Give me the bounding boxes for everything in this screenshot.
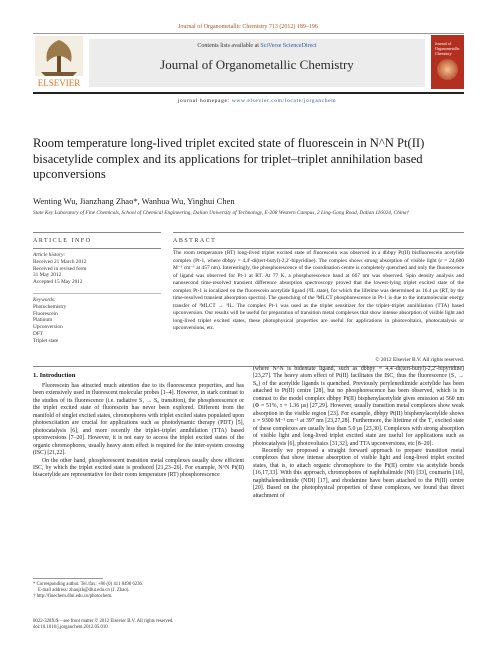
divider: [173, 232, 464, 233]
journal-cover: [431, 35, 464, 89]
masthead-center: [89, 39, 425, 87]
masthead: [33, 33, 464, 94]
keyword: Photochemistry: [33, 303, 67, 310]
divider: [33, 293, 161, 294]
keyword: Fluorescein: [33, 310, 58, 317]
sciencedirect-link[interactable]: SciVerse ScienceDirect: [260, 43, 317, 49]
paragraph: (where N^N is bidentate ligand, such as dbbpy = 4,4′-di(tert-butyl)-2,2′-bipyridine) [23,27]. The heavy atom effect of Pt(II) facilitates the ISC, thus the fluorescence (S₁ → S₀) of the acetylide ligands is quenched. Previously perylenediimide acetylide has been attached to Pt(II) centre [28], but no phosphorescence has been observed, which is in contrast to the model complex dbbpy Pt(II) bisphenylacetylide gives emission at 560 nm (Φ = 51%, τ = 1.36 μs) [27,29]. However, usually transition metal complexes show weak absorption in the visible region [23]. For example, dbbpy Pt(II) bisphenylacetylide shows ε = 9300 M⁻¹ cm⁻¹ at 397 nm [23,27,28]. Furthermore, the lifetime of the T₁ excited state of these complexes are usually less than 5.0 μs [23,30]. Complexes with strong absorption of visible light and long-lived triplet excited state are useful for applications such as photocatalysis [6], photovoltaics [31,32], and TTA upconversions, etc [8–20].: [253, 366, 464, 447]
author-list: Wenting Wu, Jianzhang Zhao*, Wanhua Wu, Yinghui Chen: [33, 196, 235, 206]
history-item: Received 21 March 2012: [33, 258, 87, 265]
divider: [33, 232, 161, 233]
page-footer: [33, 619, 174, 631]
left-column: [33, 383, 244, 480]
issn-line: 0022-328X/$ – see front matter © 2012 Elsevier B.V. All rights reserved.: [33, 619, 174, 624]
cover-image: [437, 59, 458, 80]
section-heading: 1. Introduction: [33, 372, 76, 379]
paragraph: Recently we proposed a straight forward approach to prepare transition metal complexes that show intense absorption of visible light and long-lived triplet excited states, that is, to attach organic chromophore to the Pt(II) centre via acetylide bonds [16,17,33]. With this approach, chromophores of naphthalimide (NI) [33], coumarin [16], naphthalenediimide (NDI) [17], and rhodamine have been attached to the Pt(II) centre [20]. Based on the photophysical properties of these complexes, we found that direct attachment of: [253, 447, 464, 499]
paragraph: On the other hand, phosphorescent transition metal complexes usually show efficient ISC, by which the triplet excited state is produced [21,23–26]. For example, N^N Pt(II) bisacetylide are representative for their room temperature (RT) phosphorescence: [33, 457, 244, 479]
copyright: © 2012 Elsevier B.V. All rights reserved.: [375, 357, 464, 363]
footnote-divider: [33, 578, 103, 579]
corresponding-author-note: * Corresponding author. Tel./fax: +86 (0) 411 8498 6236.: [33, 582, 144, 587]
footnotes: [33, 582, 244, 600]
history-item: Accepted 15 May 2012: [33, 279, 83, 286]
homepage-prefix: journal homepage:: [177, 98, 230, 104]
contents-line: [89, 43, 425, 49]
homepage-line: [89, 98, 425, 104]
affiliation: State Key Laboratory of Fine Chemicals, School of Chemical Engineering, Dalian University of Technology, E-208 Western Campus, 2 Ling-Gong Road, Dalian 116024, China†: [33, 210, 410, 216]
article-title: Room temperature long-lived triplet excited state of fluorescein in N^N Pt(II) bisacetylide complex and its applications for triplet–triplet annihilation based upconversions: [33, 136, 425, 181]
cover-title: Journal of Organometallic Chemistry: [435, 41, 460, 56]
url-note[interactable]: † http://finechem.dlut.edu.cn/photochem.: [33, 594, 113, 599]
history-label: Article history:: [33, 252, 66, 258]
divider: [173, 248, 464, 249]
email-note[interactable]: E-mail address: zhaojzh@dlut.edu.cn (J. Zhao).: [38, 588, 130, 593]
journal-title: Journal of Organometallic Chemistry: [160, 57, 354, 72]
article-history: [33, 252, 161, 286]
keyword: DFT: [33, 330, 44, 337]
journal-citation[interactable]: Journal of Organometallic Chemistry 713 (2012) 189–196: [178, 24, 318, 30]
history-item: 31 May 2012: [33, 272, 62, 279]
right-column: [253, 366, 464, 500]
keyword: Upconversion: [33, 324, 63, 331]
elsevier-logo: [33, 34, 85, 90]
keywords: [33, 297, 161, 345]
keywords-label: Keywords:: [33, 297, 56, 303]
abstract-text: The room temperature (RT) long-lived triplet excited state of fluorescein was observed in a dbbpy Pt(II) bisfluorescein acetylide complex (Pt-1, where dbbpy = 4,4′-di(tert-butyl)-2,2′-bipyridine). The complex shows strong absorption of visible light (ε = 24,600 M⁻¹ cm⁻¹ at 457 nm). Interestingly, the phosphorescence of the coordination centre is completely quenched and only the fluorescence of ligand was observed for Pt-1 at RT. At 77 K, a phosphorescence band at 667 nm was observed. Spin density analysis and nanosecond time-resolved transient difference absorption spectroscopy proved that the lowest-lying triplet excited state of the complex Pt-1 is localized on the fluorescein acetylide ligand (³IL state), for which the lifetime was determined as 16.4 μs (RT, by the time-resolved transient absorption spectra). The quenching of the ³MLCT phosphorescence in Pt-1 is due to the intramolecular energy transfer of ³MLCT → ³IL. The complex Pt-1 was used as the triplet sensitizer for the triplet–triplet annihilation (TTA) based upconversion. Our results will be useful for preparation of transition metal complexes that show intense absorption of visible light and long-lived triplet excited states, these photophysical properties are useful for applications in photovoltaics, photocatalysis or upconversions, etc.: [173, 250, 464, 331]
divider: [33, 248, 161, 249]
article-info-heading: ARTICLE INFO: [33, 238, 92, 244]
doi-link[interactable]: doi:10.1016/j.jorganchem.2012.05.010: [33, 625, 108, 630]
homepage-link[interactable]: www.elsevier.com/locate/jorganchem: [231, 98, 337, 104]
history-item: Received in revised form: [33, 265, 87, 272]
keyword: Platinum: [33, 317, 53, 324]
contents-prefix: Contents lists available at: [197, 43, 259, 49]
abstract-heading: ABSTRACT: [173, 238, 217, 244]
paragraph: Fluorescein has attracted much attention due to its fluorescence properties, and has been extensively used in fluorescent molecular probes [1–4]. However, in stark contrast to the studies of its fluorescence (i.e. radiative S₁ → S₀ transition), the phosphorescence or the triplet excited state of fluorescein has never been explored. Different from the manifold of singlet excited states, chromophores with triplet excited states populated upon photoexcitation are crucial for applications such as photodynamic therapy (PDT) [5], photocatalysis [6], and more recently the triplet–triplet annihilation (TTA) based upconversions [7–20]. However, it is not easy to access the triplet excited states of the organic chromophores, usually heavy atom effect is required for the inter-system crossing (ISC) [21,22].: [33, 383, 244, 457]
svg-text:ELSEVIER: ELSEVIER: [37, 78, 81, 88]
keyword: Triplet state: [33, 337, 59, 344]
